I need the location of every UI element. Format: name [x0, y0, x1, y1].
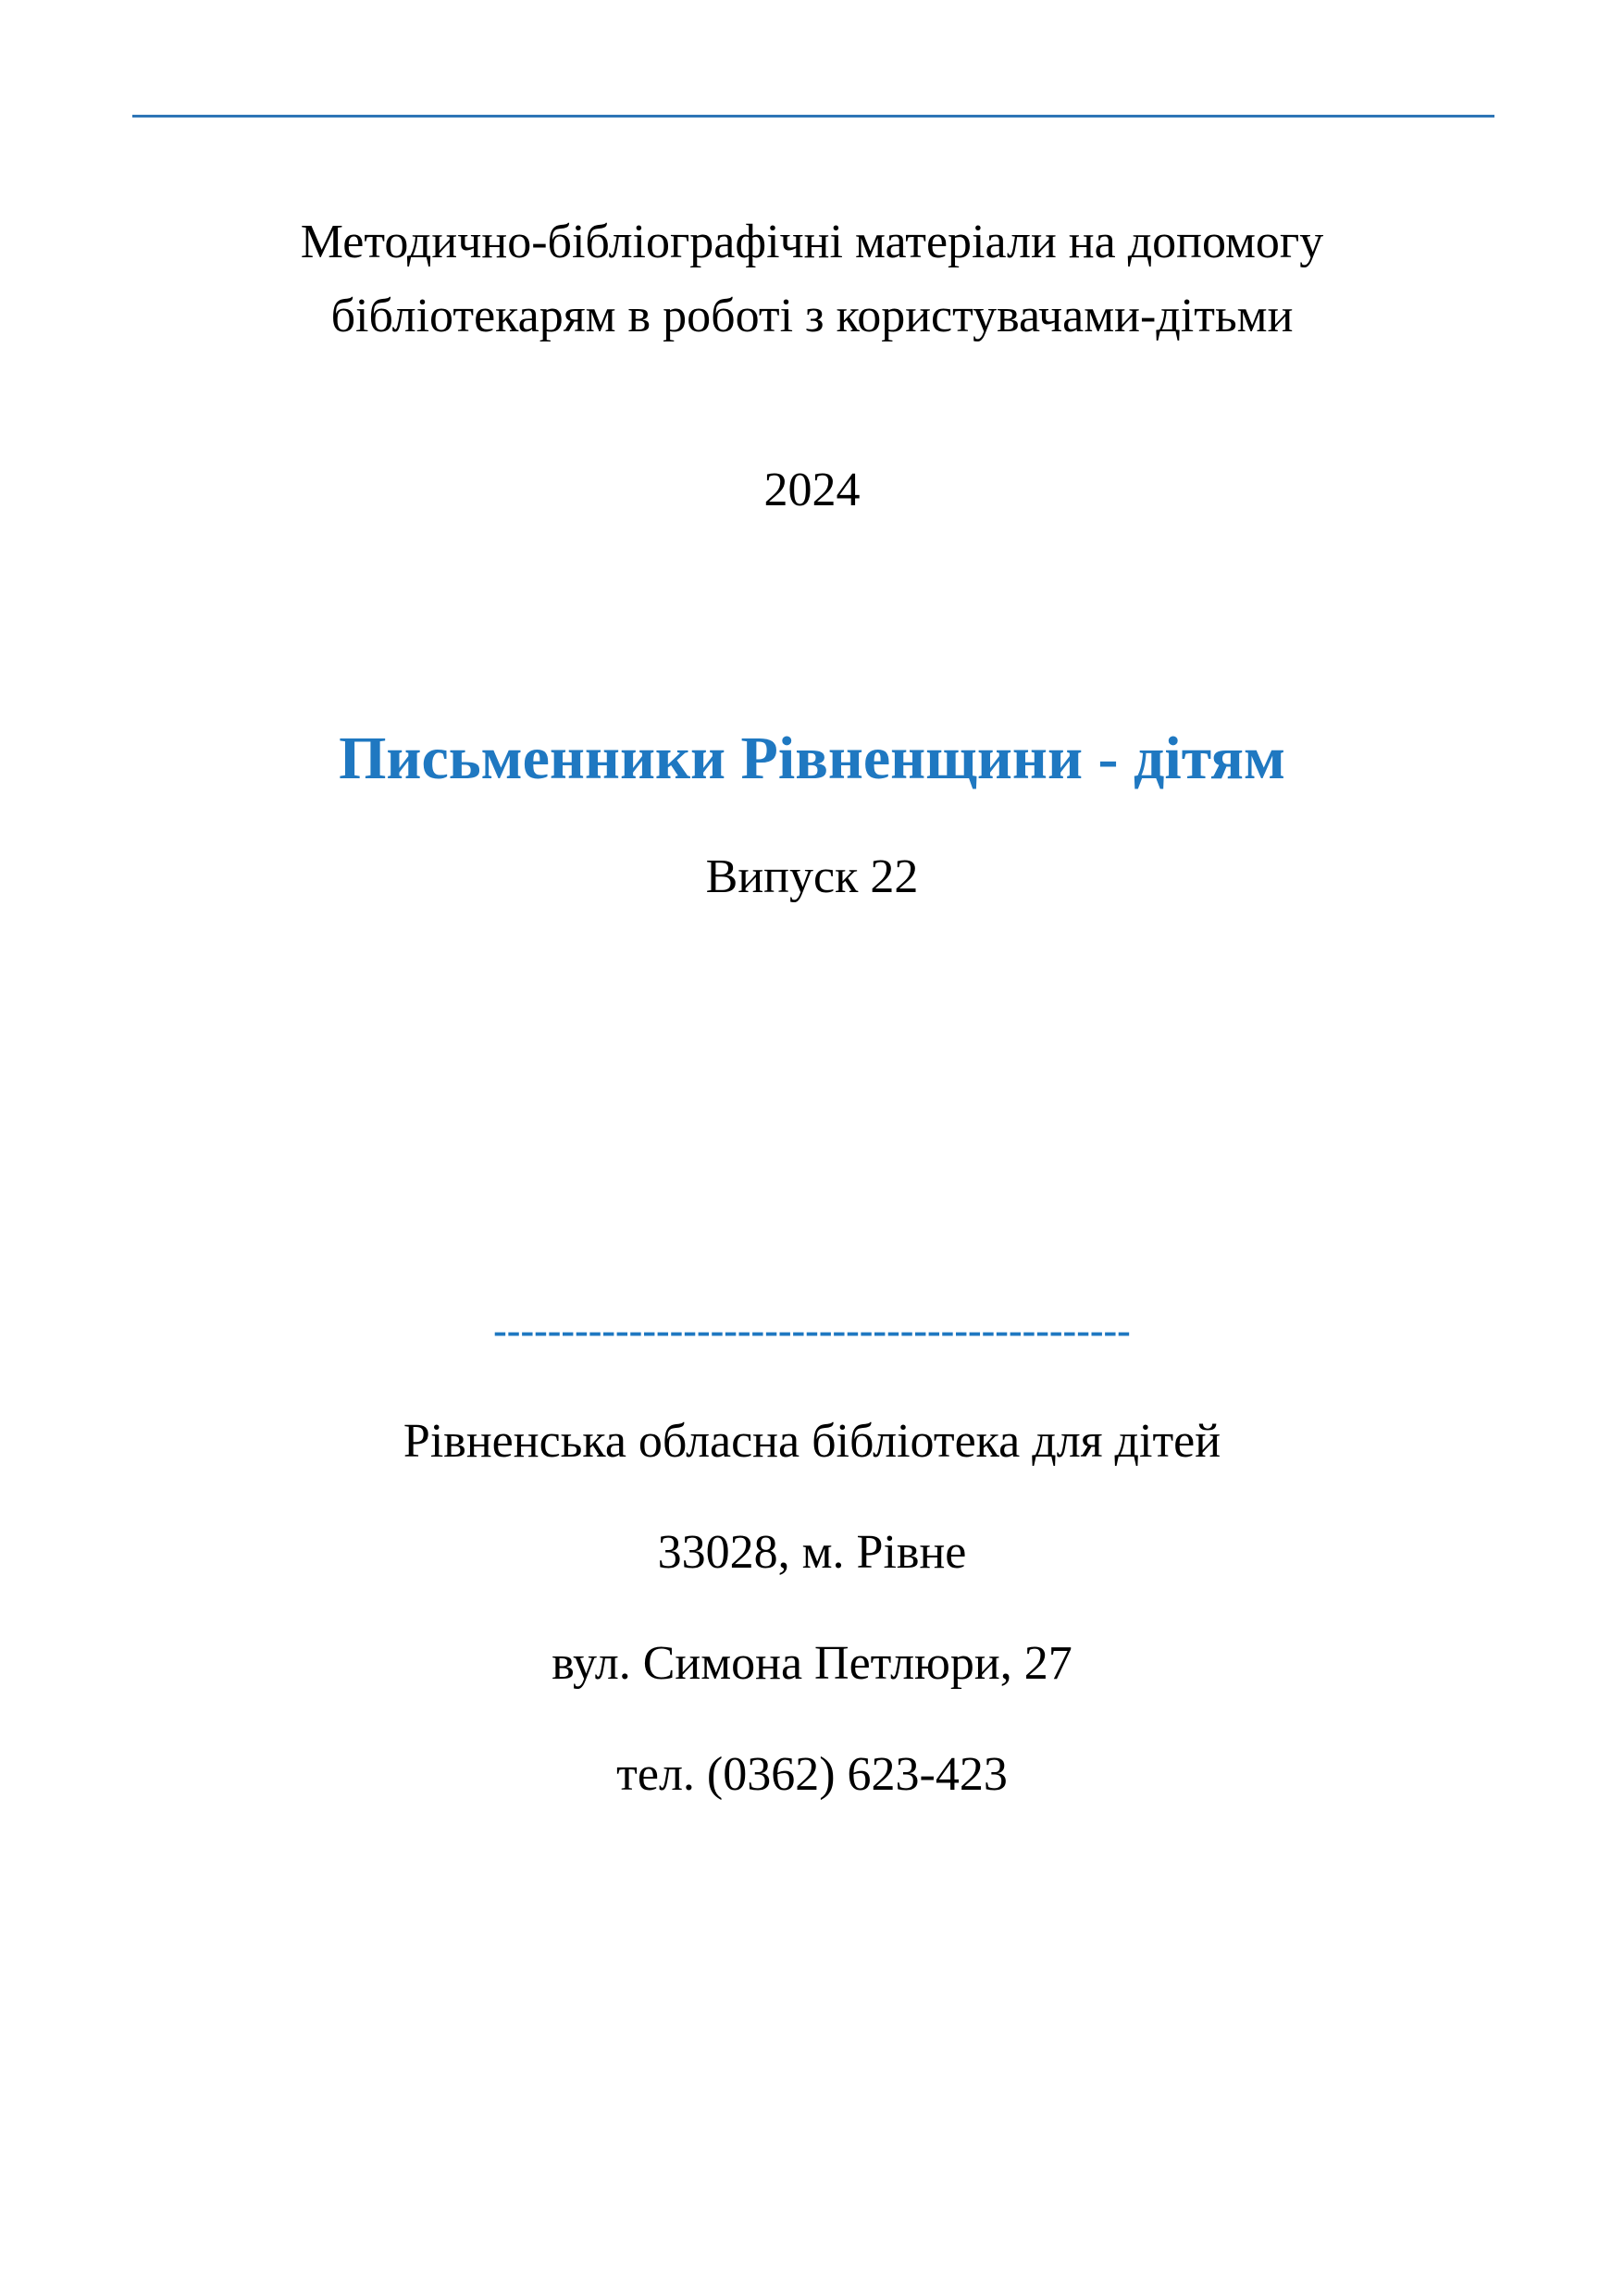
document-subtitle: [0, 205, 1624, 354]
dashed-separator: -----------------------------------------------: [493, 1308, 1131, 1353]
publisher-name: Рівненська обласна бібліотека для дітей: [403, 1415, 1221, 1468]
top-divider-line: [132, 115, 1494, 118]
address-city: 33028, м. Рівне: [657, 1526, 967, 1579]
phone-number: тел. (0362) 623-423: [616, 1748, 1008, 1801]
issue-number: Випуск 22: [705, 850, 919, 903]
address-street: вул. Симона Петлюри, 27: [552, 1637, 1072, 1690]
publication-year: 2024: [763, 464, 861, 516]
document-title: Письменники Рівненщини - дітям: [339, 725, 1285, 792]
subtitle-line-1: Методично-бібліографічні матеріали на допомогу: [300, 216, 1324, 268]
subtitle-line-2: бібліотекарям в роботі з користувачами-дітьми: [330, 290, 1294, 342]
